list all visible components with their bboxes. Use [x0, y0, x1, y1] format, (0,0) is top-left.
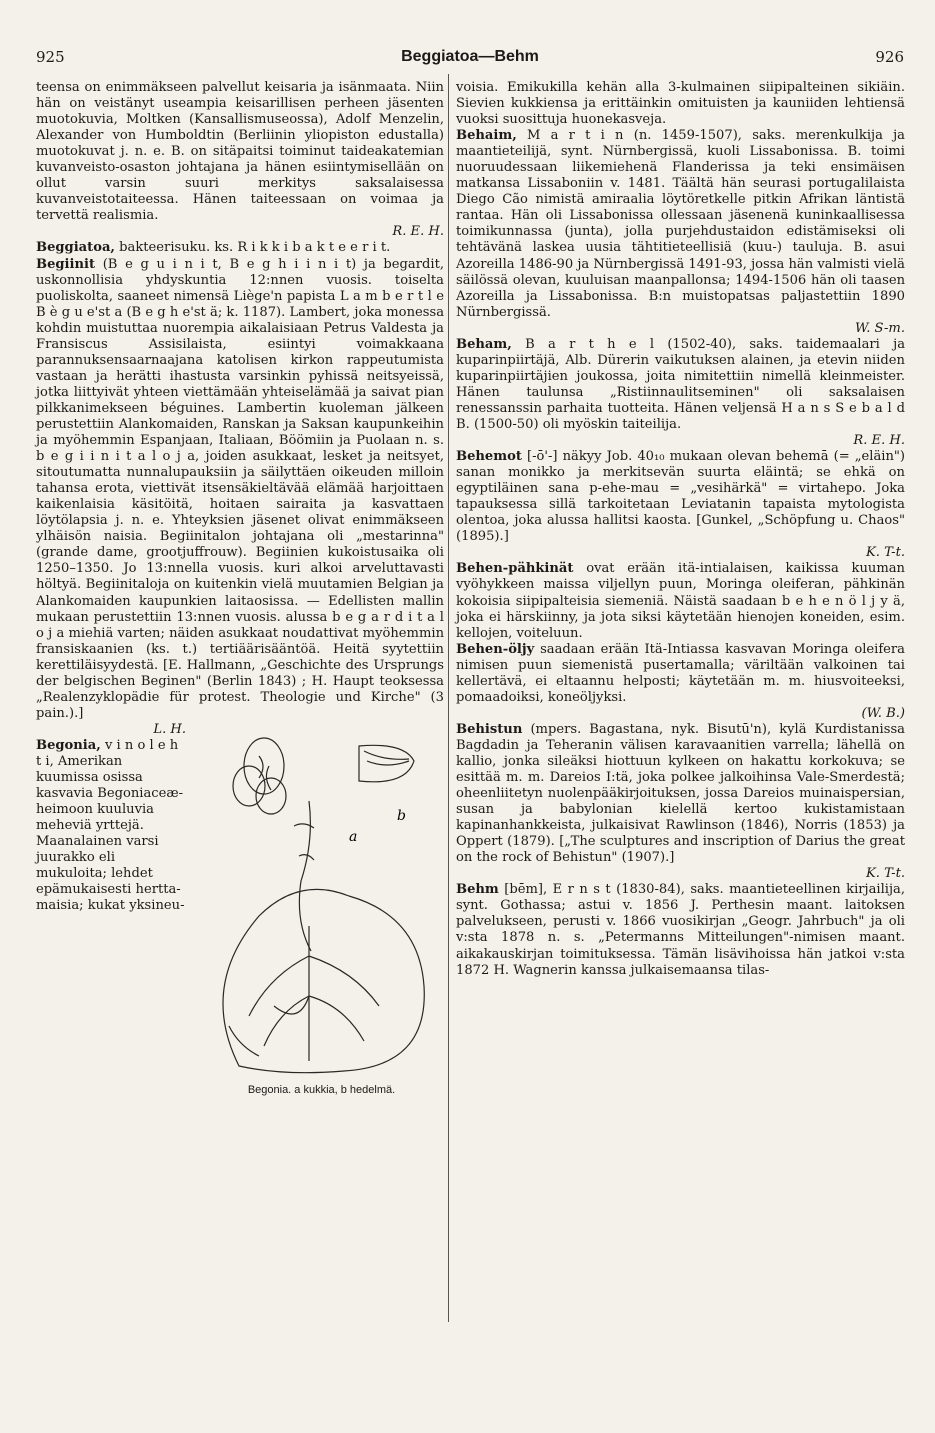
signature: (W. B.)	[861, 705, 905, 721]
entry-text: v i n o l e h t i, Amerikan kuumissa osissa kasvavia Begoniaceæ-heimoon kuuluvia meheviä yrttejä. Maanalainen varsi juurakko eli mukuloita; lehdet epämukaisesti herttamaisia; kukat yksineu-	[36, 737, 185, 914]
entry-headword: Behaim,	[456, 128, 517, 144]
paragraph: teensa on enimmäkseen palvellut keisaria ja isänmaata. Niin hän on veistänyt useampia keisarillisen perheen jäsenten muotokuvia, Moltken (Kansallismuseossa), Adolf Menzelin, Alexander von Humboldtin (Berliinin yliopiston edustalla) muotokuvat j. n. e. B. on sitäpaitsi toiminut taideakatemian kuvanveisto-osaston johtajana ja hänen esiintymisellään on ollut varsin suuri merkitys saksalaisessa kuvanveistotaiteessa. Hänen taiteessaan on voimaa ja tervettä realismia.	[36, 80, 444, 224]
paragraph: voisia. Emikukilla kehän alla 3-kulmainen siipipalteinen sikiäin. Sievien kukkiensa ja erittäinkin omituisten ja kauniiden lehtiensä vuoksi suosittuja huonekasveja.	[456, 80, 905, 128]
signature: R. E. H.	[392, 224, 444, 240]
signature: K. T-t.	[866, 545, 905, 561]
entry-behen-oljy	[456, 642, 905, 706]
entry-behm	[456, 882, 905, 978]
entry-text: [bēm], E r n s t (1830-84), saks. maantieteellinen kirjailija, synt. Gothassa; astui v. 1856 J. Perthesin maant. laitoksen palvelukseen, perusti v. 1866 vuosikirjan „Geogr. Jahrbuch" ja oli v:sta 1878 n. s. „Petermanns Mitteilungen"-nimisen maant. aikakauskirjan toimituksessa. Tämän lisävihoissa hän jatkoi v:sta 1872 H. Wagnerin kanssa julkaisemaansa tilas-	[456, 882, 905, 978]
entry-text: B a r t h e l (1502-40), saks. taidemaalari ja kuparinpiirtäjä, Alb. Dürerin vaikutuksen alainen, ja etevin niiden kuparinpiirtäjien joukossa, joita nimitettiin nimellä kleinmeister. Hänen taulunsa „Ristiinnaulitseminen" oli saksalaisen renessanssin parhaita tuotteita. Hänen veljensä H a n s S e b a l d B. (1500-50) oli myöskin taiteilija.	[456, 336, 905, 432]
entry-behemot	[456, 449, 905, 545]
begonia-illustration	[199, 726, 444, 1078]
figure-label-a: a	[349, 828, 358, 845]
entry-headword: Begiinit	[36, 256, 96, 272]
left-column	[36, 80, 444, 1098]
entry-headword: Behen-öljy	[456, 641, 535, 657]
entry-beggiatoa	[36, 240, 444, 256]
begonia-figure	[199, 726, 444, 1098]
entry-behistun	[456, 722, 905, 866]
entry-headword: Behm	[456, 882, 499, 898]
entry-text: saadaan erään Itä-Intiassa kasvavan Moringa oleifera nimisen puun siemenistä pusertamalla; väriltään valkoinen tai kellertävä, ei eltaannu helposti; käytetään m. m. hiusvoiteeksi, pomaadoiksi, koneöljyksi.	[456, 641, 905, 705]
entry-begonia	[36, 738, 186, 915]
signature: W. S-m.	[855, 320, 905, 336]
entry-beham	[456, 337, 905, 433]
entry-behaim	[456, 128, 905, 321]
running-title: Beggiatoa—Behm	[401, 48, 539, 65]
column-divider	[448, 74, 449, 1322]
entry-headword: Behemot	[456, 449, 522, 465]
entry-text: (B e g u i n i t, B e g h i i n i t) ja begardit, uskonnollisia yhdyskuntia 12:nnen vuosis. toiselta puoliskolta, saaneet nimensä Liège'n papista L a m b e r t l e B è g u e'st a (B e g h e'st ä; k. 1187). Lambert, joka monessa kohdin muistuttaa nuorempia aikalaisiaan Petrus Valdesta ja Fransiscus Assisilaista, esiintyi voimakkaana parannuksensaarnaajana katolisen kirkon rappeutumista vastaan ja herätti ihastusta varsinkin pyhissä neitsyeissä, jotka liittyivät yhteen viettämään yhteiselämää ja saivat pian pilkkanimekseen béguines. Lambertin kuoleman jälkeen perustettiin Alankomaiden, Ranskan ja Saksan kaupunkeihin ja myöhemmin Espanjaan, Italiaan, Böömiin ja Puolaan n. s. b e g i i n i t a l o j a, joiden asukkaat, lesket ja neitsyet, sitoutumatta nunnalupauksiin ja säilyttäen oikeuden milloin tahansa erota, viettivät itsensäkieltävää elämää harjoittaen kaikenlaisia käsitöitä, hoitaen sairaita ja kasvattaen löytölapsia j. n. e. Yhteyksien jäsenet olivat enimmäkseen ylhäisön naisia. Begiinitalon johtajana oli „mestarinna" (grande dame, grootjuffrouw). Begiinien kukoistusaika oli 1250–1350. Jo 13:nnella vuosis. kuri alkoi arveluttavasti höltyä. Begiinitaloja on kuitenkin vielä muutamien Belgian ja Alankomaiden kaupunkien laitaosissa. — Edellisten mallin mukaan perustettiin 13:nnen vuosis. alussa b e g a r d i t a l o j a miehiä varten; näiden asukkaat noudattivat myöhemmin fransiskaanien (ks. t.) tertiäärisääntöä. Heitä syytettiin kerettiläisyydestä. [E. Hallmann, „Geschichte des Ursprungs der belgischen Beginen" (Berlin 1843) ; H. Haupt teoksessa „Realenzyklopädie für protest. Theologie und Kirche" (3 pain.).]	[36, 256, 444, 721]
entry-text: (mpers. Bagastana, nyk. Bisutū'n), kylä Kurdistanissa Bagdadin ja Teheranin välisen karavaanitien varrella; lähellä on kallio, jonka sileäksi hiottuun kylkeen on hakattu korkokuva; se esittää m. m. Dareios I:tä, joka polkee jalkoihinsa Vale-Smerdestä; oheenliitetyn nuolenpääkirjoituksen, jossa Dareios muinaispersian, susan ja babylonian kielellä kertoo kukistamistaan kapinanhankkeista, julkaisivat Rawlinson (1846), Norris (1853) ja Oppert (1879). [„The sculptures and inscription of Darius the great on the rock of Behistun" (1907).]	[456, 721, 905, 866]
entry-headword: Behistun	[456, 721, 523, 737]
figure-label-b: b	[397, 807, 406, 824]
entry-text: bakteerisuku. ks. R i k k i b a k t e e r i t.	[119, 240, 391, 256]
page-number-right: 926	[875, 48, 904, 66]
signature: L. H.	[153, 721, 186, 737]
entry-headword: Behen-pähkinät	[456, 561, 574, 577]
figure-caption: Begonia. a kukkia, b hedelmä.	[247, 1083, 396, 1096]
right-column	[456, 80, 905, 979]
page-number-left: 925	[36, 48, 65, 66]
signature: R. E. H.	[853, 433, 905, 449]
page-header	[36, 48, 904, 70]
entry-text: M a r t i n (n. 1459-1507), saks. merenkulkija ja maantieteilijä, synt. Nürnbergissä, kuoli Lissabonissa. B. toimi nuoruudessaan liikemiehenä Flanderissa ja teki ensimäisen matkansa Lissaboniin v. 1481. Täältä hän seurasi portugalilaista Diego Cão nimistä amiraalia löytöretkelle pitkin Afrikan läntistä rantaa. Hän oli Lissabonissa ollessaan jäsenenä kuninkaallisessa toimikunnassa (junta), jolla purjehdustaidon edistämiseksi oli tehtävänä laskea uusia tähtitieteellisiä (kuu-) tauluja. B. asui Azoreilla 1486-90 ja Nürnbergissä 1491-93, jossa hän valmisti vielä säilössä olevan, kuuluisan maanpallonsa; 1494-1506 hän oli taasen Azoreilla ja Lissabonissa. B:n muistopatsas paljastettiin 1890 Nürnbergissä.	[456, 128, 905, 320]
entry-headword: Beggiatoa,	[36, 240, 115, 256]
entry-headword: Beham,	[456, 336, 512, 352]
entry-headword: Begonia,	[36, 737, 101, 753]
entry-behen-pahkinat	[456, 561, 905, 641]
signature: K. T-t.	[866, 866, 905, 882]
entry-text: ovat erään itä-intialaisen, kaikissa kuuman vyöhykkeen maissa viljellyn puun, Moringa oleiferan, pähkinän kokoisia siipipalteisia siemeniä. Näistä saadaan b e h e n ö l j y ä, joka ei härskiinny, ja jota siksi käytetään hienojen koneiden, esim. kellojen, voiteluun.	[456, 561, 905, 641]
entry-begiinit	[36, 257, 444, 722]
entry-text: [-ō'-] näkyy Job. 40₁₀ mukaan olevan behemā (= „eläin") sanan monikko ja merkitsevän suurta eläintä; se ehkä on egyptiläinen sana p-ehe-mau = „vesihärkä" = virtahepo. Joka tapauksessa sillä tarkoitetaan Leviatanin tapaista mytologista olentoa, joka alussa hallitsi kaosta. [Gunkel, „Schöpfung u. Chaos" (1895).]	[456, 449, 906, 545]
